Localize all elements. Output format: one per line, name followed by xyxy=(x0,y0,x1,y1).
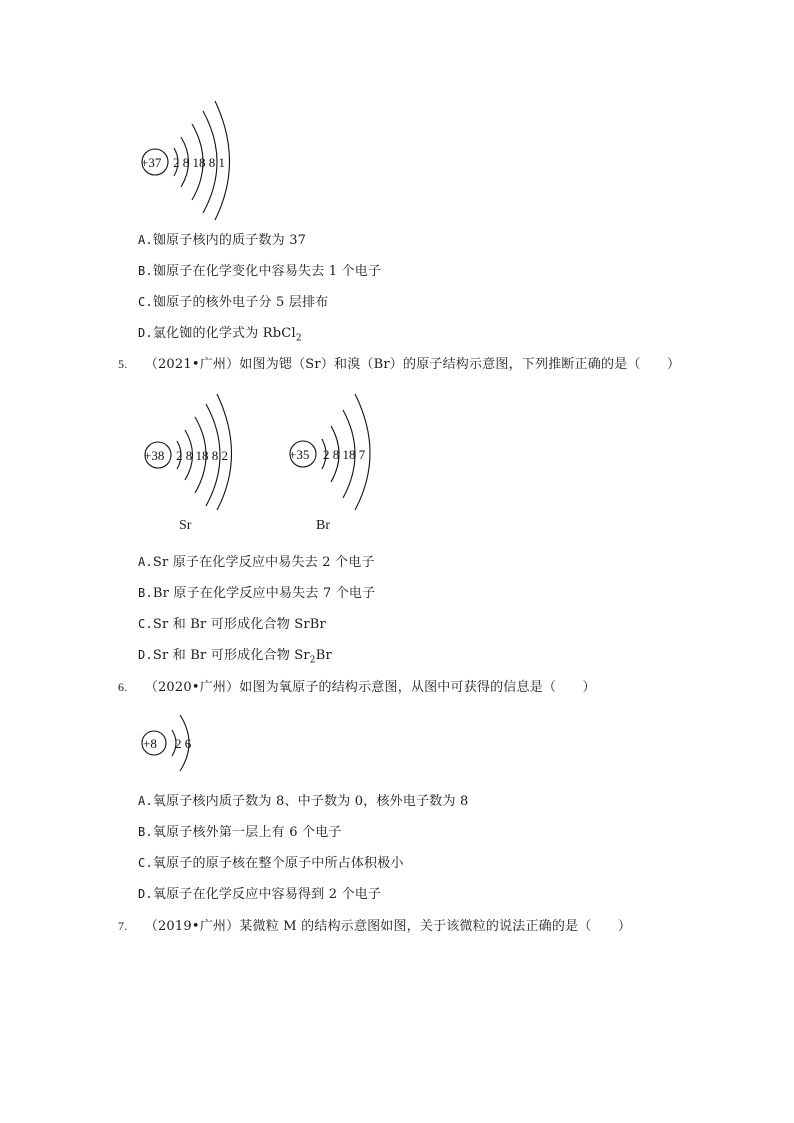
option-text: Sr 和 Br 可形成化合物 Sr xyxy=(152,648,310,663)
option-text: Br 原子在化学反应中易失去 7 个电子 xyxy=(152,586,376,601)
q6-option-d[interactable]: D.氧原子在化学反应中容易得到 2 个电子 xyxy=(138,887,382,902)
option-text: 铷原子在化学变化中容易失去 1 个电子 xyxy=(152,264,382,279)
oxygen-atom-diagram xyxy=(136,705,216,785)
question-text: （2021•广州）如图为锶（Sr）和溴（Br）的原子结构示意图，下列推断正确的是（ ） xyxy=(144,357,681,372)
q5-option-a[interactable]: A.Sr 原子在化学反应中易失去 2 个电子 xyxy=(138,555,375,570)
option-text: 铷原子核内的质子数为 37 xyxy=(152,233,307,248)
shell-electrons: 2 8 18 8 2 xyxy=(176,448,228,463)
q5-option-c[interactable]: C.Sr 和 Br 可形成化合物 SrBr xyxy=(138,617,326,632)
shell-electrons: 2 8 18 8 1 xyxy=(173,155,225,170)
nucleus-charge: +37 xyxy=(141,155,162,170)
question-number: 6. xyxy=(118,680,128,694)
option-text: Sr 和 Br 可形成化合物 SrBr xyxy=(152,617,326,632)
option-text: 氧原子核内质子数为 8、中子数为 0，核外电子数为 8 xyxy=(152,794,469,809)
option-text: 氧原子在化学反应中容易得到 2 个电子 xyxy=(152,887,382,902)
question-number: 7. xyxy=(118,919,128,933)
q6-option-c[interactable]: C.氧原子的原子核在整个原子中所占体积极小 xyxy=(138,856,404,871)
nucleus-charge: +35 xyxy=(289,447,310,462)
question-text: （2020•广州）如图为氧原子的结构示意图，从图中可获得的信息是（ ） xyxy=(144,680,596,695)
sr-caption: Sr xyxy=(179,518,192,533)
option-text: 氧原子核外第一层上有 6 个电子 xyxy=(152,825,342,840)
q5-option-d[interactable]: D.Sr 和 Br 可形成化合物 $Sr_2Br$ xyxy=(138,648,332,666)
q6-option-a[interactable]: A.氧原子核内质子数为 8、中子数为 0，核外电子数为 8 xyxy=(138,794,469,809)
rb-atom-diagram xyxy=(130,95,250,225)
option-text: 氯化铷的化学式为 RbCl xyxy=(152,326,296,341)
br-caption: Br xyxy=(316,518,330,533)
q7-stem xyxy=(118,915,631,934)
question-number: 5. xyxy=(118,357,128,371)
option-text: Sr 原子在化学反应中易失去 2 个电子 xyxy=(152,555,375,570)
option-text-tail: Br xyxy=(315,648,332,663)
nucleus-charge: +38 xyxy=(144,448,165,463)
subscript: 2 xyxy=(295,333,302,344)
q4-option-a[interactable]: A.铷原子核内的质子数为 37 xyxy=(138,233,307,248)
nucleus-charge: +8 xyxy=(143,736,157,751)
br-atom-diagram xyxy=(283,388,393,513)
question-text: （2019•广州）某微粒 M 的结构示意图如图，关于该微粒的说法正确的是（ ） xyxy=(144,919,632,934)
sr-atom-diagram xyxy=(138,388,258,513)
q5-option-b[interactable]: B.Br 原子在化学反应中易失去 7 个电子 xyxy=(138,586,376,601)
q4-option-d[interactable]: D.氯化铷的化学式为 RbCl$_2$ xyxy=(138,326,302,344)
shell-electrons: 2 8 18 7 xyxy=(323,447,366,462)
q6-option-b[interactable]: B.氧原子核外第一层上有 6 个电子 xyxy=(138,825,342,840)
option-text: 氧原子的原子核在整个原子中所占体积极小 xyxy=(152,856,404,871)
subscript: 2 xyxy=(309,655,316,666)
q6-stem xyxy=(118,676,596,695)
q4-option-b[interactable]: B.铷原子在化学变化中容易失去 1 个电子 xyxy=(138,264,382,279)
q4-option-c[interactable]: C.铷原子的核外电子分 5 层排布 xyxy=(138,295,329,310)
q5-stem xyxy=(118,353,680,372)
shell-electrons: 2 6 xyxy=(175,736,192,751)
option-text: 铷原子的核外电子分 5 层排布 xyxy=(152,295,329,310)
